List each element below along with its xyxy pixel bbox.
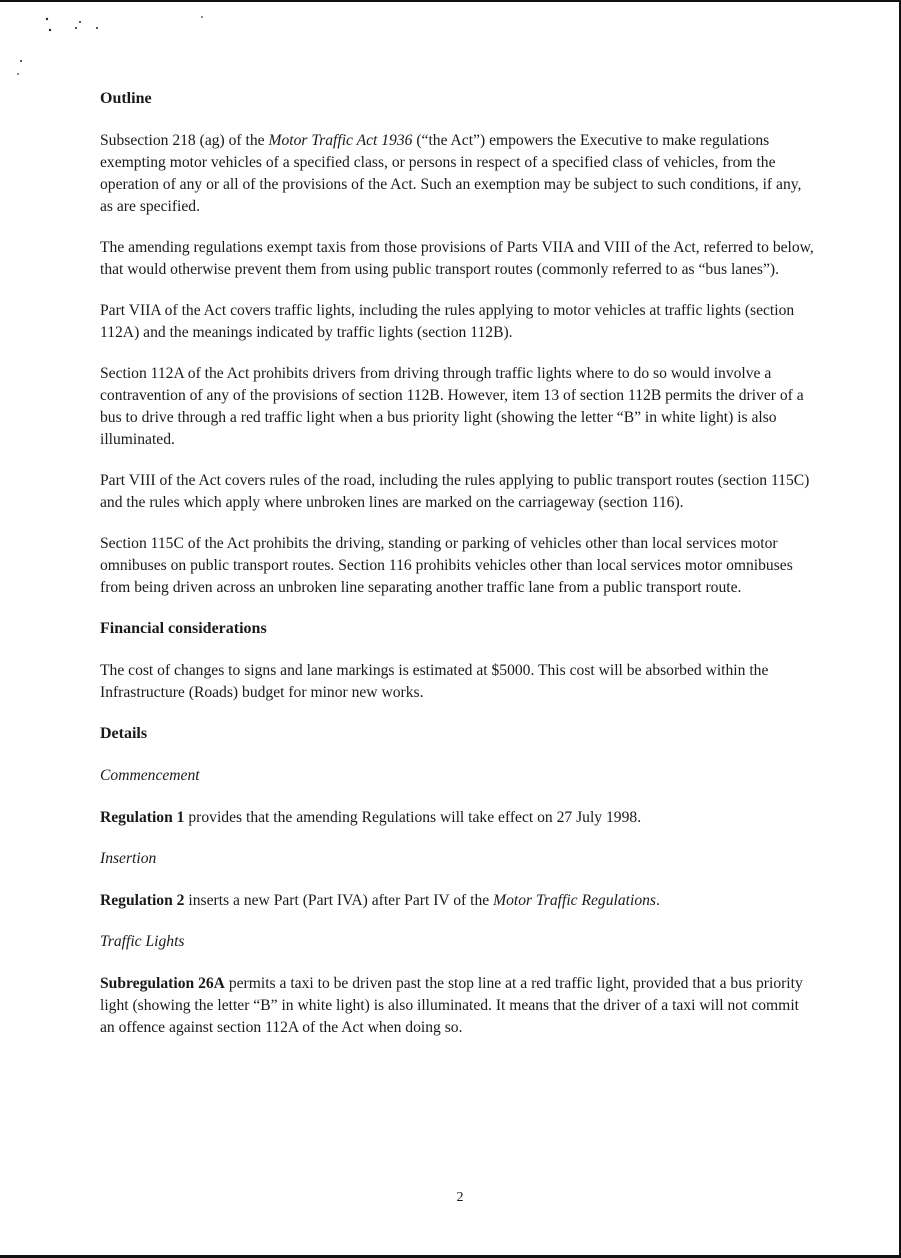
subregulation-26a-label: Subregulation 26A [100, 975, 225, 992]
details-heading: Details [100, 725, 148, 742]
page-number: 2 [456, 1190, 464, 1205]
regulation-1-paragraph [100, 807, 816, 829]
scan-specks [0, 0, 240, 80]
outline-paragraph-2: The amending regulations exempt taxis from those provisions of Parts VIIA and VIII of the Act, referred to below, that would otherwise prevent them from using public transport routes (commonly referred to as “bus lanes”). [100, 239, 814, 278]
regulation-2-paragraph [100, 890, 816, 912]
subregulation-26a-text: permits a taxi to be driven past the stop line at a red traffic light, provided that a bus priority light (showing the letter “B” in white light) is also illuminated. It means that the driver of a taxi will not commit an offence against section 112A of the Act when doing so. [100, 975, 803, 1036]
act-title: Motor Traffic Act 1936 [268, 132, 413, 149]
outline-p1-post: (“the Act”) empowers the Executive to make regulations exempting motor vehicles of a specified class, or persons in respect of a specified class of vehicles, from the operation of any or all of the provisions of the Act. Such an exemption may be subject to such conditions, if any, as are specified. [100, 132, 802, 215]
insertion-subheading: Insertion [100, 850, 157, 867]
regulations-title: Motor Traffic Regulations [493, 892, 656, 909]
outline-paragraph-6: Section 115C of the Act prohibits the driving, standing or parking of vehicles other than local services motor omnibuses on public transport routes. Section 116 prohibits vehicles other than local services motor omnibuses from being driven across an unbroken line separating another traffic lane from a public transport route. [100, 535, 793, 596]
traffic-lights-subheading: Traffic Lights [100, 933, 185, 950]
outline-paragraph-3: Part VIIA of the Act covers traffic lights, including the rules applying to motor vehicles at traffic lights (section 112A) and the meanings indicated by traffic lights (section 112B). [100, 302, 795, 341]
regulation-2-text: inserts a new Part (Part IVA) after Part IV of the [184, 892, 494, 909]
outline-heading: Outline [100, 90, 152, 107]
outline-paragraph-5: Part VIII of the Act covers rules of the road, including the rules applying to public transport routes (section 115C) and the rules which apply where unbroken lines are marked on the carriageway (section 116). [100, 472, 810, 511]
outline-p1-pre: Subsection 218 (ag) of the [100, 132, 269, 149]
regulation-1-label: Regulation 1 [100, 809, 185, 826]
regulation-1-text: provides that the amending Regulations will take effect on 27 July 1998. [184, 809, 642, 826]
commencement-subheading: Commencement [100, 767, 200, 784]
document-page [100, 88, 816, 1058]
subregulation-26a-paragraph [100, 973, 816, 1039]
outline-paragraph-4: Section 112A of the Act prohibits drivers from driving through traffic lights where to do so would involve a contravention of any of the provisions of section 112B. However, item 13 of section 112B permits the driver of a bus to drive through a red traffic light when a bus priority light (showing the letter “B” in white light) is also illuminated. [100, 365, 804, 448]
regulation-2-end: . [655, 892, 660, 909]
financial-heading: Financial considerations [100, 620, 267, 637]
regulation-2-label: Regulation 2 [100, 892, 185, 909]
financial-paragraph: The cost of changes to signs and lane markings is estimated at $5000. This cost will be absorbed within the Infrastructure (Roads) budget for minor new works. [100, 662, 769, 701]
outline-paragraph-1 [100, 130, 816, 218]
